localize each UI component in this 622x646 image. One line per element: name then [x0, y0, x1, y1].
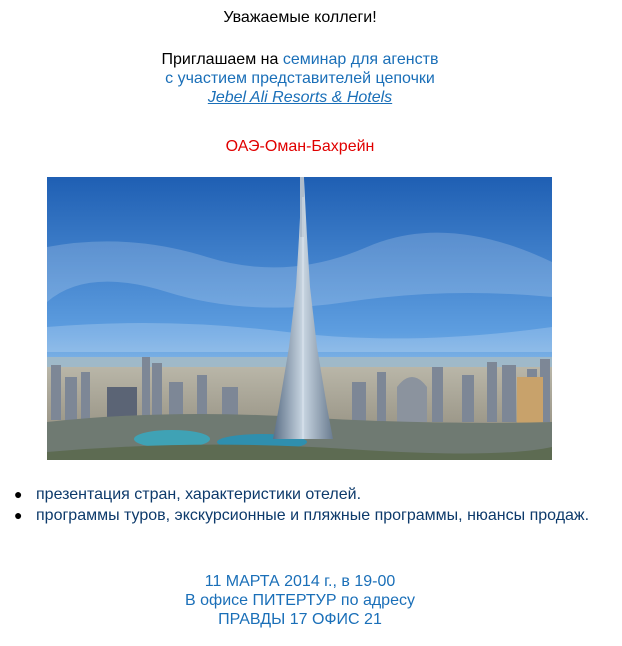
invitation-block	[0, 50, 600, 107]
event-date: 11 МАРТА 2014 г., в 19-00	[204, 573, 396, 590]
list-item	[12, 484, 617, 505]
bullet-icon: ●	[14, 486, 23, 502]
invite-prefix: Приглашаем на	[161, 51, 283, 68]
greeting: Уважаемые коллеги!	[223, 9, 377, 26]
invite-line-1	[0, 50, 600, 69]
bullet-text: программы туров, экскурсионные и пляжные программы, нюансы продаж.	[36, 507, 590, 524]
bullet-list	[12, 484, 617, 526]
invite-line-2: с участием представителей цепочки	[165, 70, 435, 87]
bullet-text: презентация стран, характеристики отелей.	[36, 486, 362, 503]
event-details	[0, 572, 600, 629]
list-item	[12, 505, 617, 526]
brand-link[interactable]: Jebel Ali Resorts & Hotels	[207, 89, 393, 106]
invite-highlight: семинар для агенств	[282, 51, 439, 68]
bullet-icon: ●	[14, 507, 23, 523]
event-office: В офисе ПИТЕРТУР по адресу	[185, 592, 415, 609]
event-address: ПРАВДЫ 17 ОФИС 21	[218, 611, 382, 628]
dubai-skyline-photo	[47, 177, 552, 460]
region-title: ОАЭ-Оман-Бахрейн	[225, 138, 375, 155]
